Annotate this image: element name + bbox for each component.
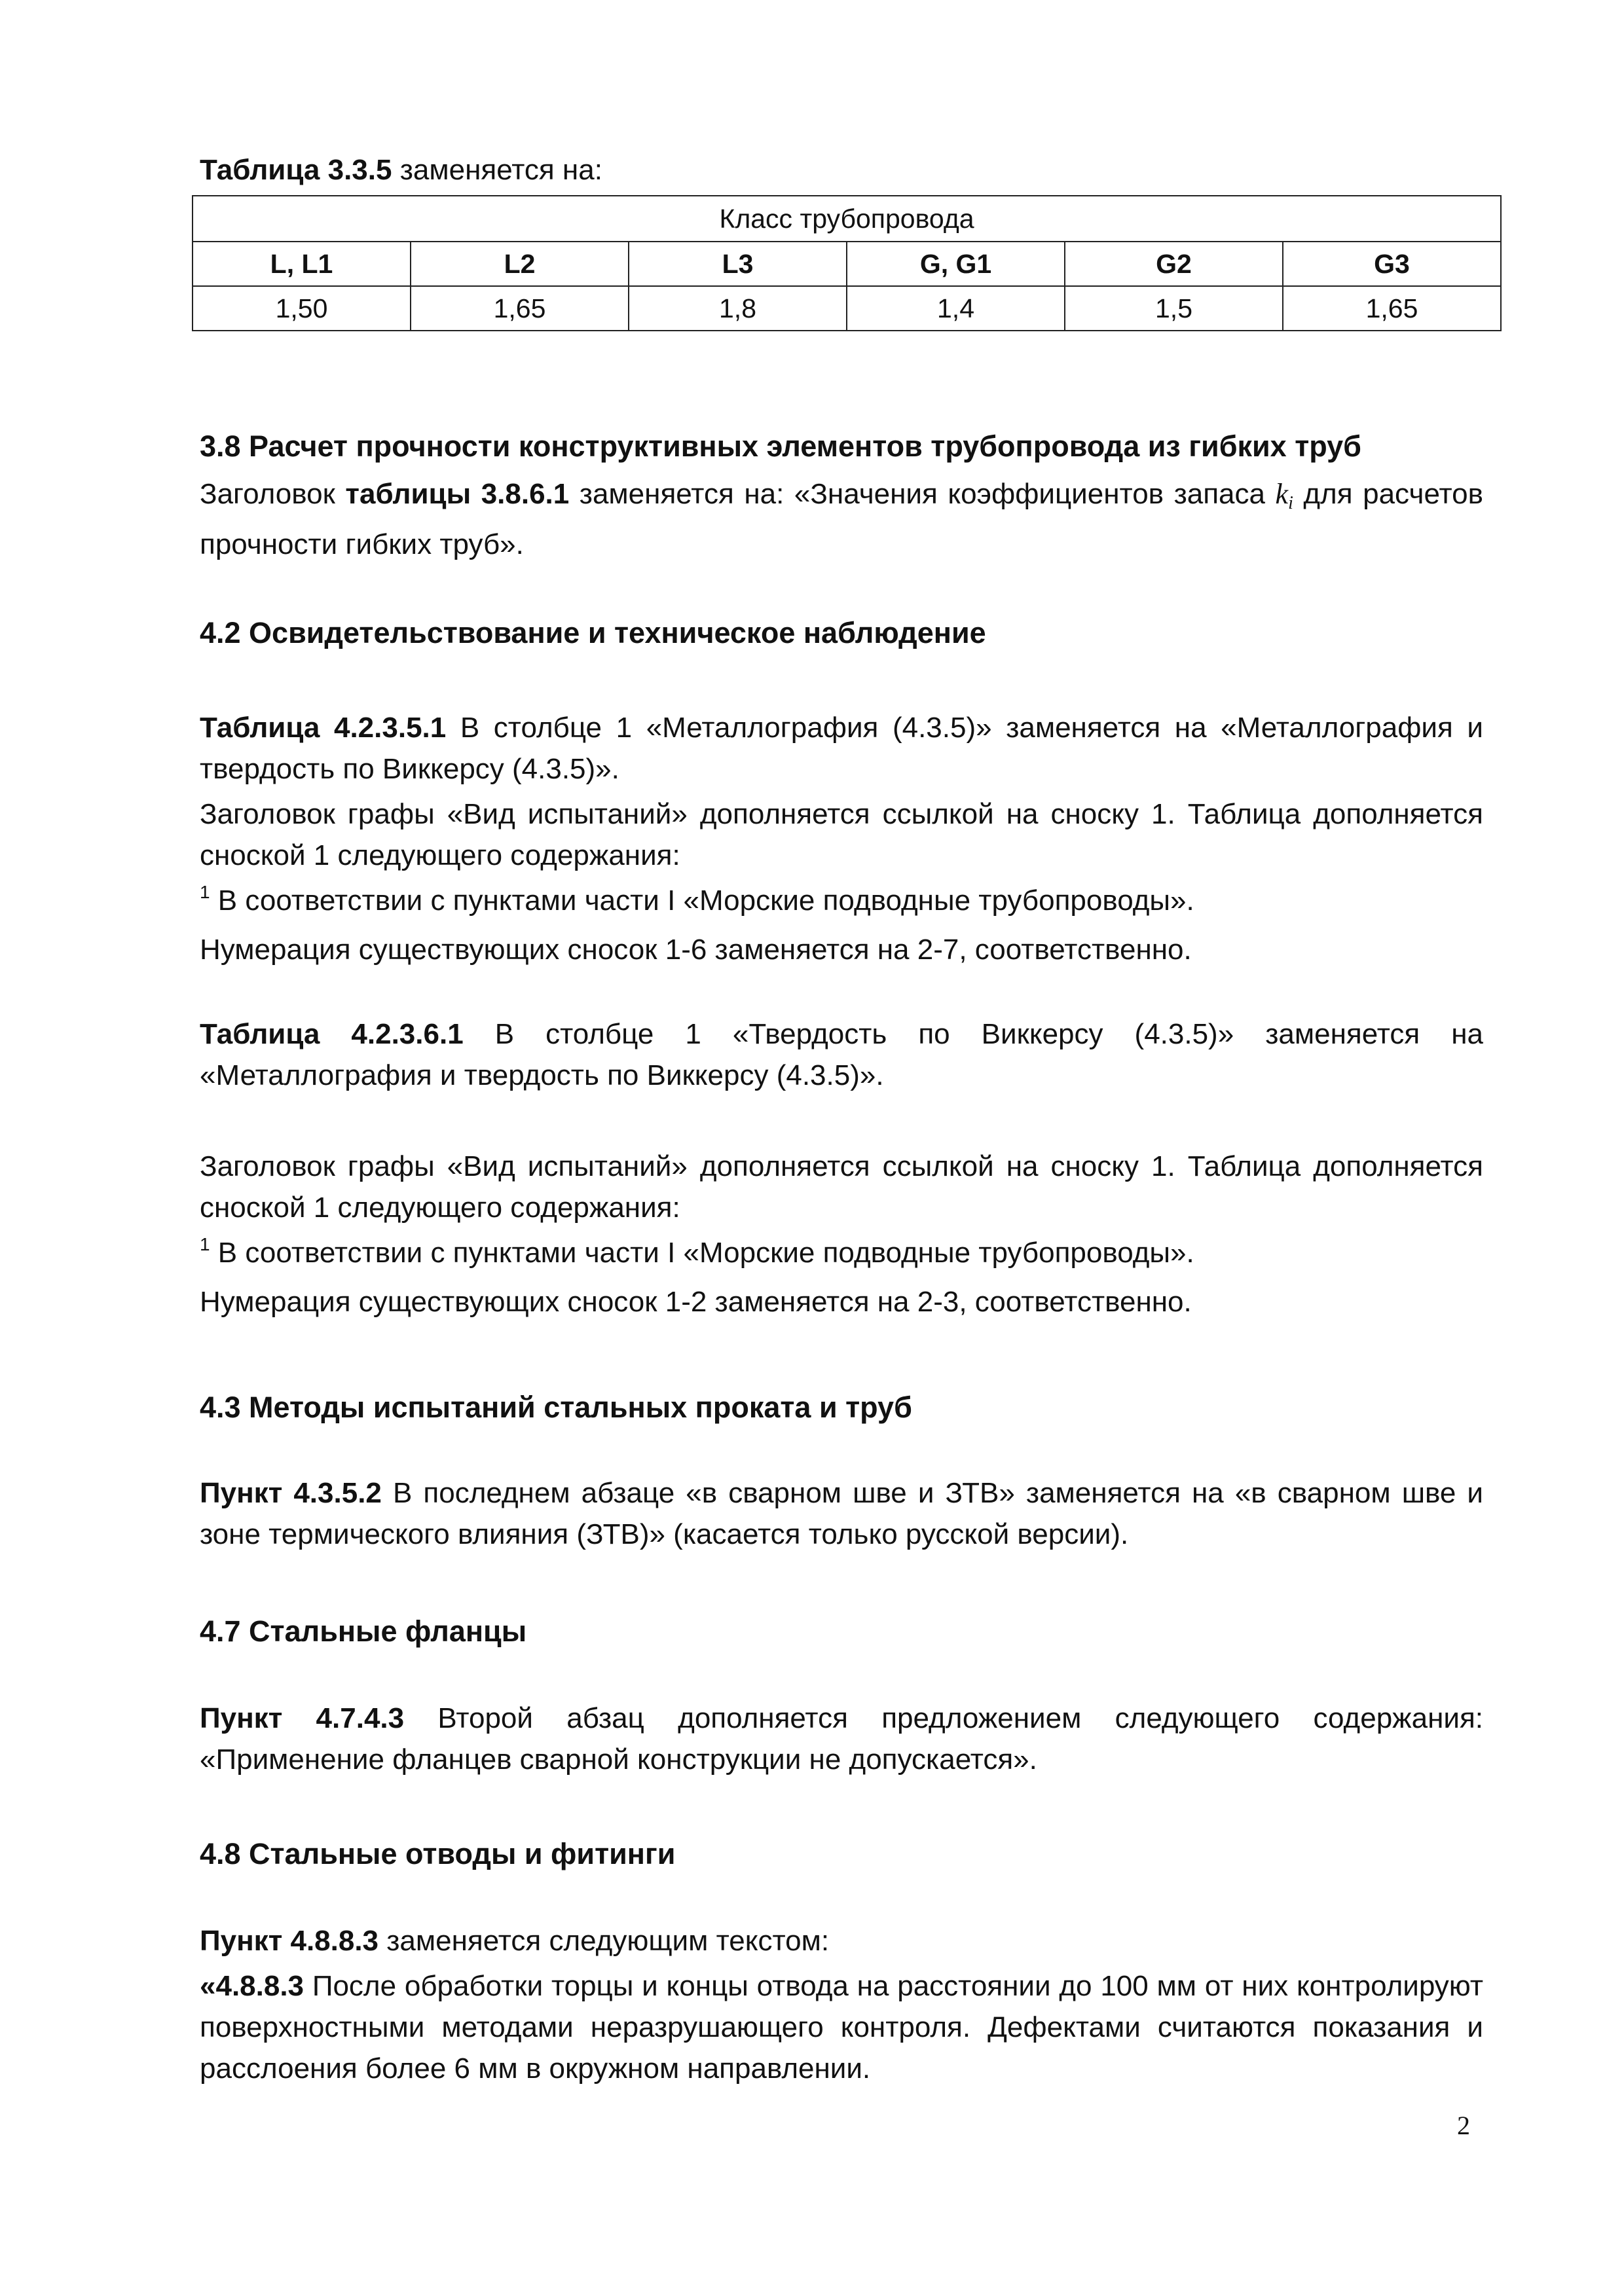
table-cell: 1,65 — [411, 286, 629, 331]
section-heading: 4.8 Стальные отводы и фитинги — [200, 1837, 676, 1870]
table-cell: L2 — [411, 242, 629, 286]
section-4-2-body — [200, 707, 1483, 1322]
table-header: Класс трубопровода — [193, 196, 1501, 242]
section-4-7 — [200, 1611, 1483, 1780]
pipeline-class-table — [192, 195, 1502, 331]
footnote-paragraph: $^1$ В соответствии с пунктами части I «Морские подводные трубопроводы». — [200, 1234, 1194, 1269]
footnote-paragraph: $^1$ В соответствии с пунктами части I «Морские подводные трубопроводы». — [200, 882, 1194, 917]
table-cell: 1,4 — [847, 286, 1065, 331]
table-value-row — [193, 286, 1501, 331]
intro-text: заменяется на: — [392, 154, 602, 186]
paragraph: Заголовок таблицы 3.8.6.1 заменяется на: «Значения коэффициентов запаса $k_i$ для расчетов прочности гибких труб». — [200, 478, 1483, 560]
table-cell: G2 — [1065, 242, 1283, 286]
section-heading: 4.2 Освидетельствование и техническое наблюдение — [200, 616, 986, 649]
table-cell: G, G1 — [847, 242, 1065, 286]
section-4-3 — [200, 1387, 1483, 1555]
table-class-row — [193, 242, 1501, 286]
table-cell: L3 — [629, 242, 847, 286]
section-heading: 4.7 Стальные фланцы — [200, 1614, 527, 1648]
table-ref: Таблица 3.3.5 — [200, 154, 392, 186]
paragraph: Заголовок графы «Вид испытаний» дополняется ссылкой на сноску 1. Таблица дополняется сноской 1 следующего содержания: — [200, 1150, 1483, 1224]
paragraph: Нумерация существующих сносок 1-6 заменяется на 2-7, соответственно. — [200, 934, 1192, 966]
table-header-row — [193, 196, 1501, 242]
table-cell: 1,50 — [193, 286, 411, 331]
table-cell: L, L1 — [193, 242, 411, 286]
paragraph: Пункт 4.3.5.2 В последнем абзаце «в сварном шве и ЗТВ» заменяется на «в сварном шве и зоне термического влияния (ЗТВ)» (касается только русской версии). — [200, 1477, 1483, 1550]
section-heading: 3.8 Расчет прочности конструктивных элементов трубопровода из гибких труб — [200, 429, 1361, 463]
paragraph: Пункт 4.8.8.3 заменяется следующим текстом: — [200, 1925, 830, 1957]
section-4-2 — [200, 612, 1483, 653]
paragraph: Пункт 4.7.4.3 Второй абзац дополняется предложением следующего содержания: «Применение фланцев сварной конструкции не допускается». — [200, 1702, 1483, 1776]
table-cell: 1,5 — [1065, 286, 1283, 331]
table-cell: G3 — [1283, 242, 1501, 286]
section-3-8 — [200, 426, 1483, 565]
table-cell: 1,65 — [1283, 286, 1501, 331]
table-intro — [200, 149, 1483, 191]
paragraph: Нумерация существующих сносок 1-2 заменяется на 2-3, соответственно. — [200, 1286, 1192, 1318]
page-number: 2 — [1457, 2111, 1470, 2140]
paragraph: Заголовок графы «Вид испытаний» дополняется ссылкой на сноску 1. Таблица дополняется сноской 1 следующего содержания: — [200, 798, 1483, 871]
paragraph: Таблица 4.2.3.5.1 В столбце 1 «Металлография (4.3.5)» заменяется на «Металлография и твердость по Виккерсу (4.3.5)». — [200, 712, 1483, 785]
section-4-8 — [200, 1833, 1483, 2089]
table-cell: 1,8 — [629, 286, 847, 331]
paragraph: Таблица 4.2.3.6.1 В столбце 1 «Твердость по Виккерсу (4.3.5)» заменяется на «Металлография и твердость по Виккерсу (4.3.5)». — [200, 1018, 1483, 1091]
section-heading: 4.3 Методы испытаний стальных проката и труб — [200, 1391, 912, 1424]
paragraph: «4.8.8.3 После обработки торцы и концы отвода на расстоянии до 100 мм от них контролируют поверхностными методами неразрушающего контроля. Дефектами считаются показания и расслоения более 6 мм в окружном направлении. — [200, 1970, 1483, 2085]
